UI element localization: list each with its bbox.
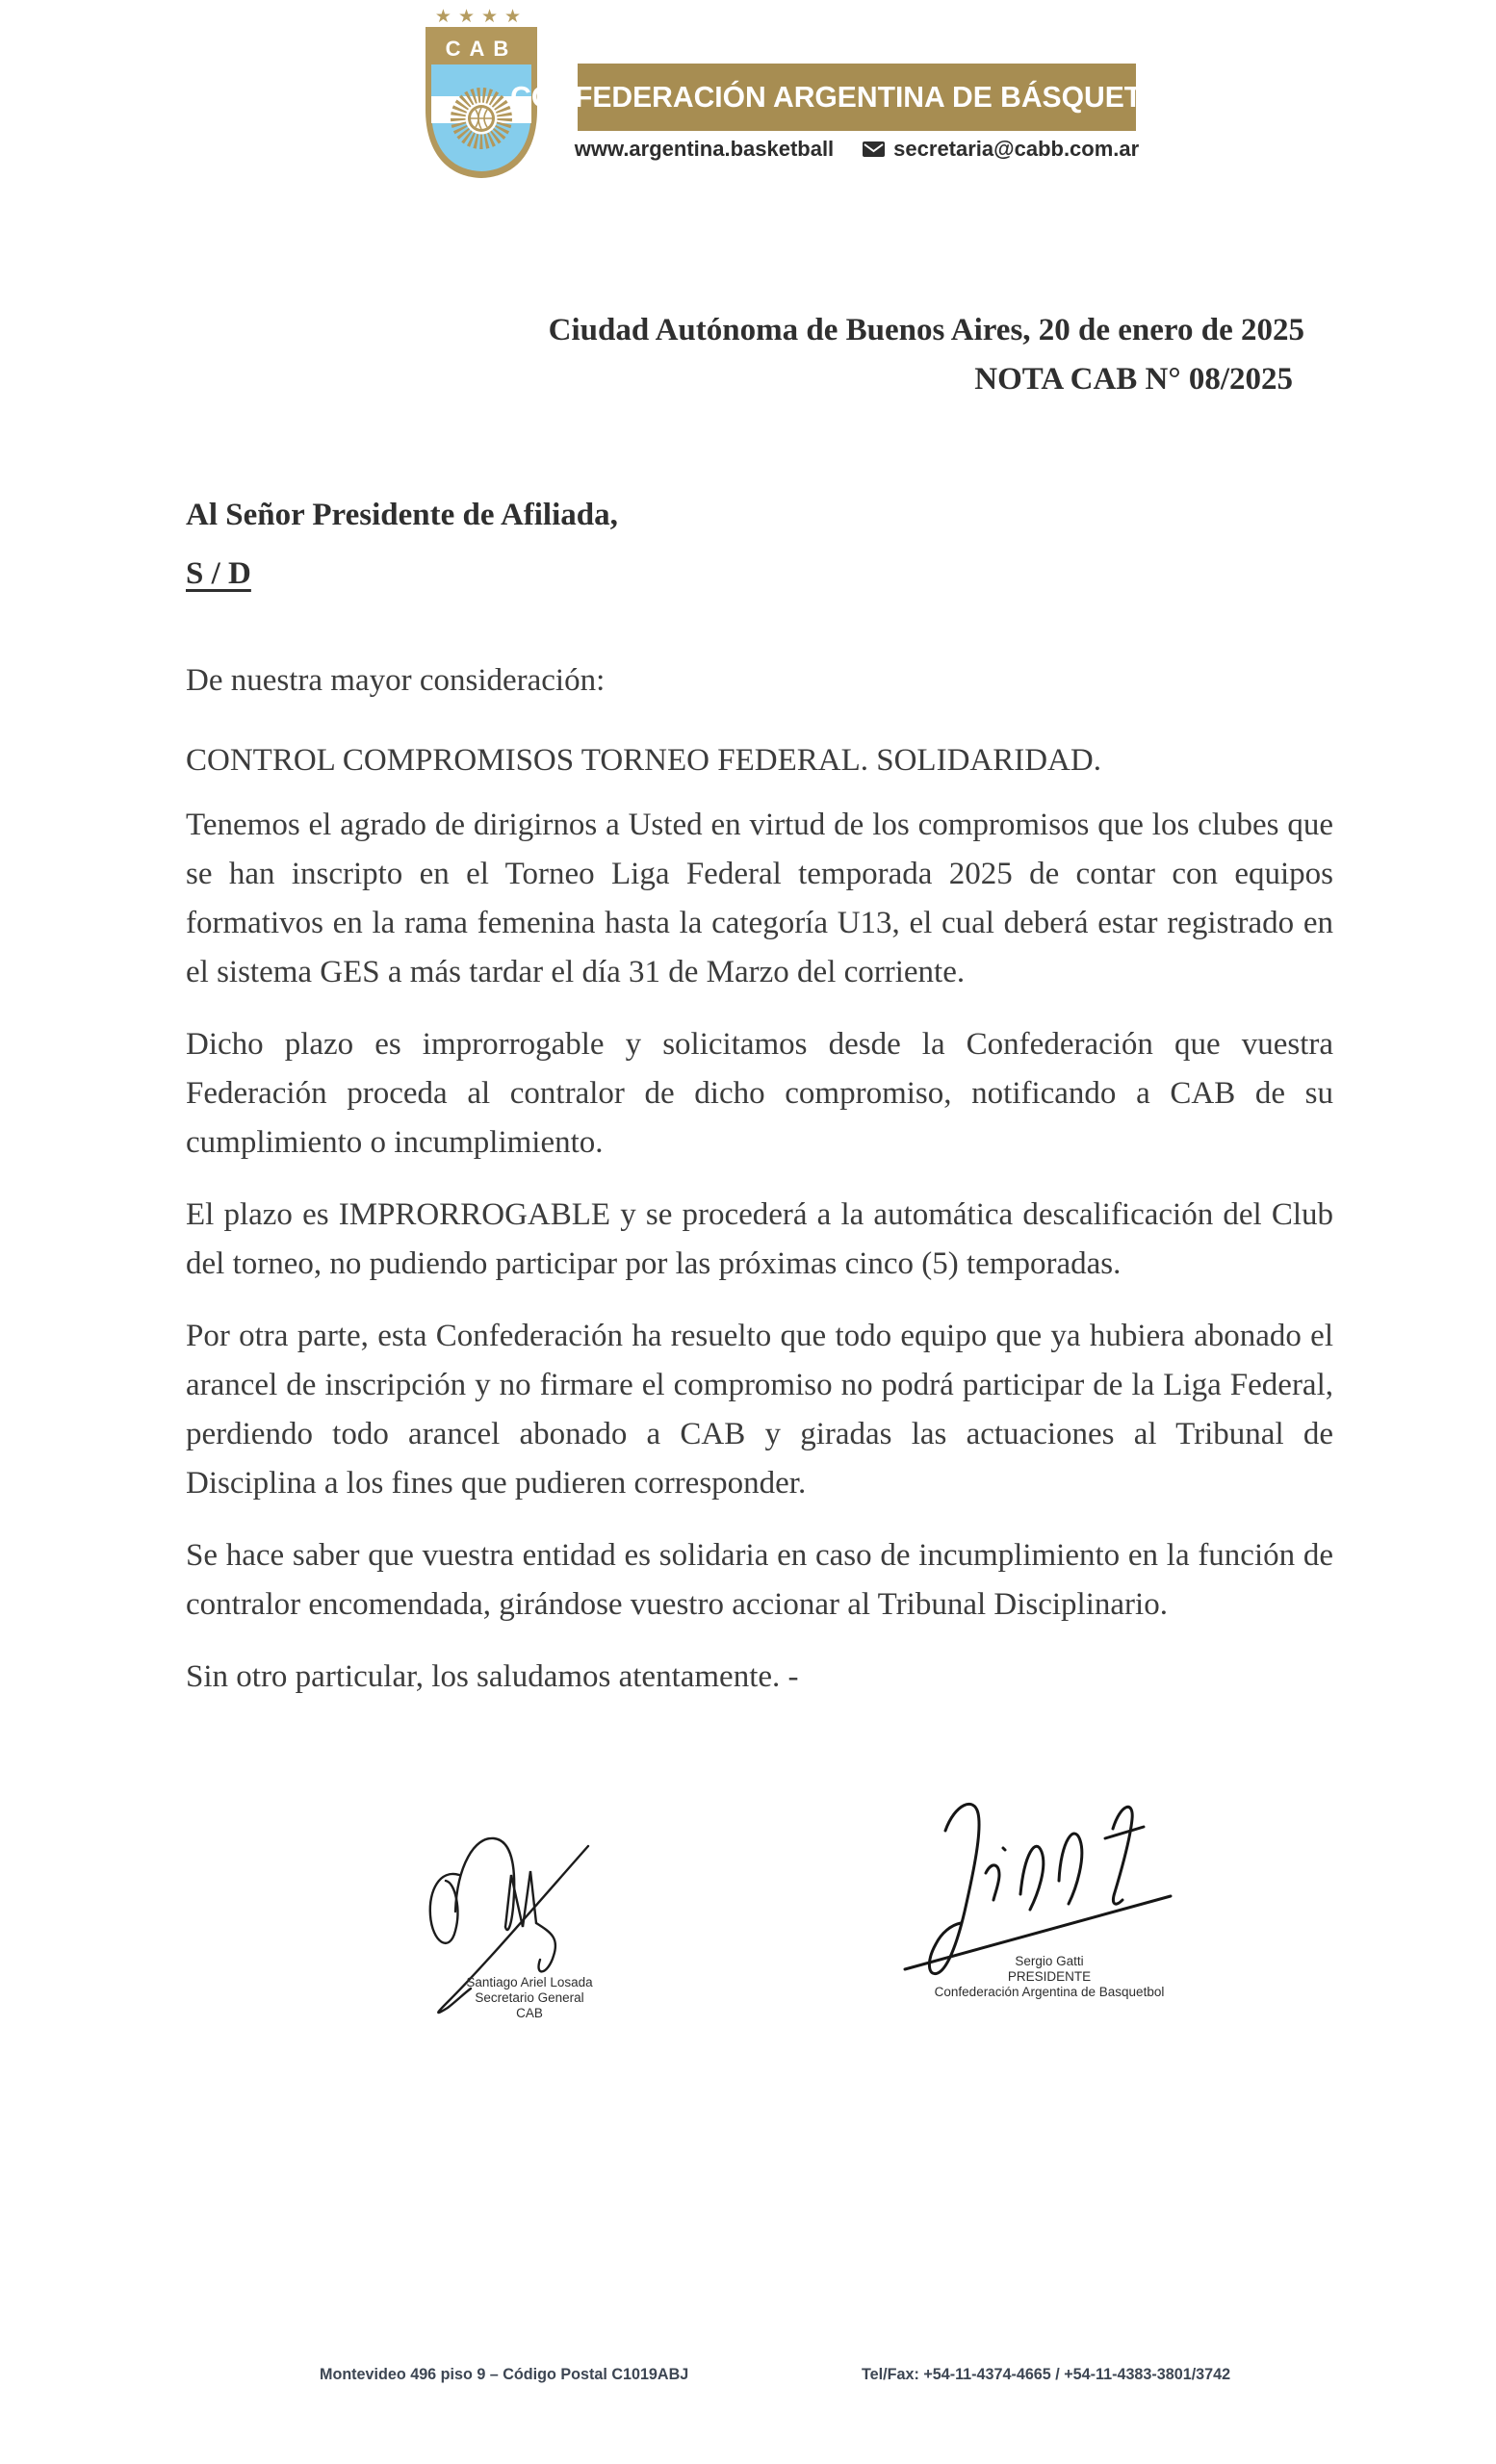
signature-block-secretary bbox=[414, 1975, 645, 2021]
header-contact-line bbox=[574, 137, 1140, 162]
president-name: Sergio Gatti bbox=[1015, 1954, 1084, 1968]
website-text: www.argentina.basketball bbox=[574, 137, 835, 161]
letter-body bbox=[186, 306, 1333, 1702]
paragraph-5: Se hace saber que vuestra entidad es solidaria en caso de incumplimiento en la función de contralor encomendada, girándose vuestro accionar al Tribunal Disciplinario. bbox=[186, 1538, 1333, 1622]
org-name: CONFEDERACIÓN ARGENTINA DE BÁSQUETBOL bbox=[510, 80, 1203, 114]
signature-block-president bbox=[895, 1954, 1203, 2000]
recipient-line: Al Señor Presidente de Afiliada, bbox=[186, 498, 618, 532]
president-org: Confederación Argentina de Basquetbol bbox=[934, 1985, 1165, 1999]
footer-address: Montevideo 496 piso 9 – Código Postal C1019ABJ bbox=[320, 2365, 689, 2383]
logo-stars-icon: ★★★★ bbox=[434, 6, 529, 27]
subject-line: CONTROL COMPROMISOS TORNEO FEDERAL. SOLIDARIDAD. bbox=[186, 743, 1101, 778]
president-title: PRESIDENTE bbox=[1007, 1969, 1092, 1984]
header-banner bbox=[510, 64, 1203, 131]
email-wrap bbox=[863, 137, 1139, 162]
paragraph-1: Tenemos el agrado de dirigirnos a Usted en virtud de los compromisos que los clubes que se han inscripto en el Torneo Liga Federal temporada 2025 de contar con equipos formativos en la rama femenina hasta la categoría U13, el cual deberá estar registrado en el sistema GES a más tardar el día 31 de Marzo del corriente. bbox=[186, 808, 1333, 989]
closing-line: Sin otro particular, los saludamos atentamente. - bbox=[186, 1659, 799, 1694]
footer-phone: Tel/Fax: +54-11-4374-4665 / +54-11-4383-3801/3742 bbox=[862, 2365, 1231, 2383]
logo-acronym: CAB bbox=[445, 37, 518, 61]
secretary-name: Santiago Ariel Losada bbox=[466, 1975, 593, 1989]
email-text: secretaria@cabb.com.ar bbox=[893, 137, 1140, 161]
date-line: Ciudad Autónoma de Buenos Aires, 20 de enero de 2025 bbox=[548, 313, 1304, 347]
secretary-title: Secretario General bbox=[475, 1990, 584, 2005]
secretary-org: CAB bbox=[516, 2006, 543, 2020]
paragraph-2: Dicho plazo es improrrogable y solicitamos desde la Confederación que vuestra Federación proceda al contralor de dicho compromiso, notificando a CAB de su cumplimiento o incumplimiento. bbox=[186, 1027, 1333, 1160]
paragraph-4: Por otra parte, esta Confederación ha resuelto que todo equipo que ya hubiera abonado el arancel de inscripción y no firmare el compromiso no podrá participar de la Liga Federal, perdiendo todo arancel abonado a CAB y giradas las actuaciones al Tribunal de Disciplina a los fines que pudieren corresponder. bbox=[186, 1319, 1333, 1501]
envelope-icon bbox=[863, 141, 885, 157]
ref-number: NOTA CAB N° 08/2025 bbox=[974, 362, 1293, 397]
paragraph-3: El plazo es IMPRORROGABLE y se procederá a la automática descalificación del Club del torneo, no pudiendo participar por las próximas cinco (5) temporadas. bbox=[186, 1197, 1333, 1281]
sd-line: S / D bbox=[186, 556, 251, 591]
salutation: De nuestra mayor consideración: bbox=[186, 663, 606, 698]
